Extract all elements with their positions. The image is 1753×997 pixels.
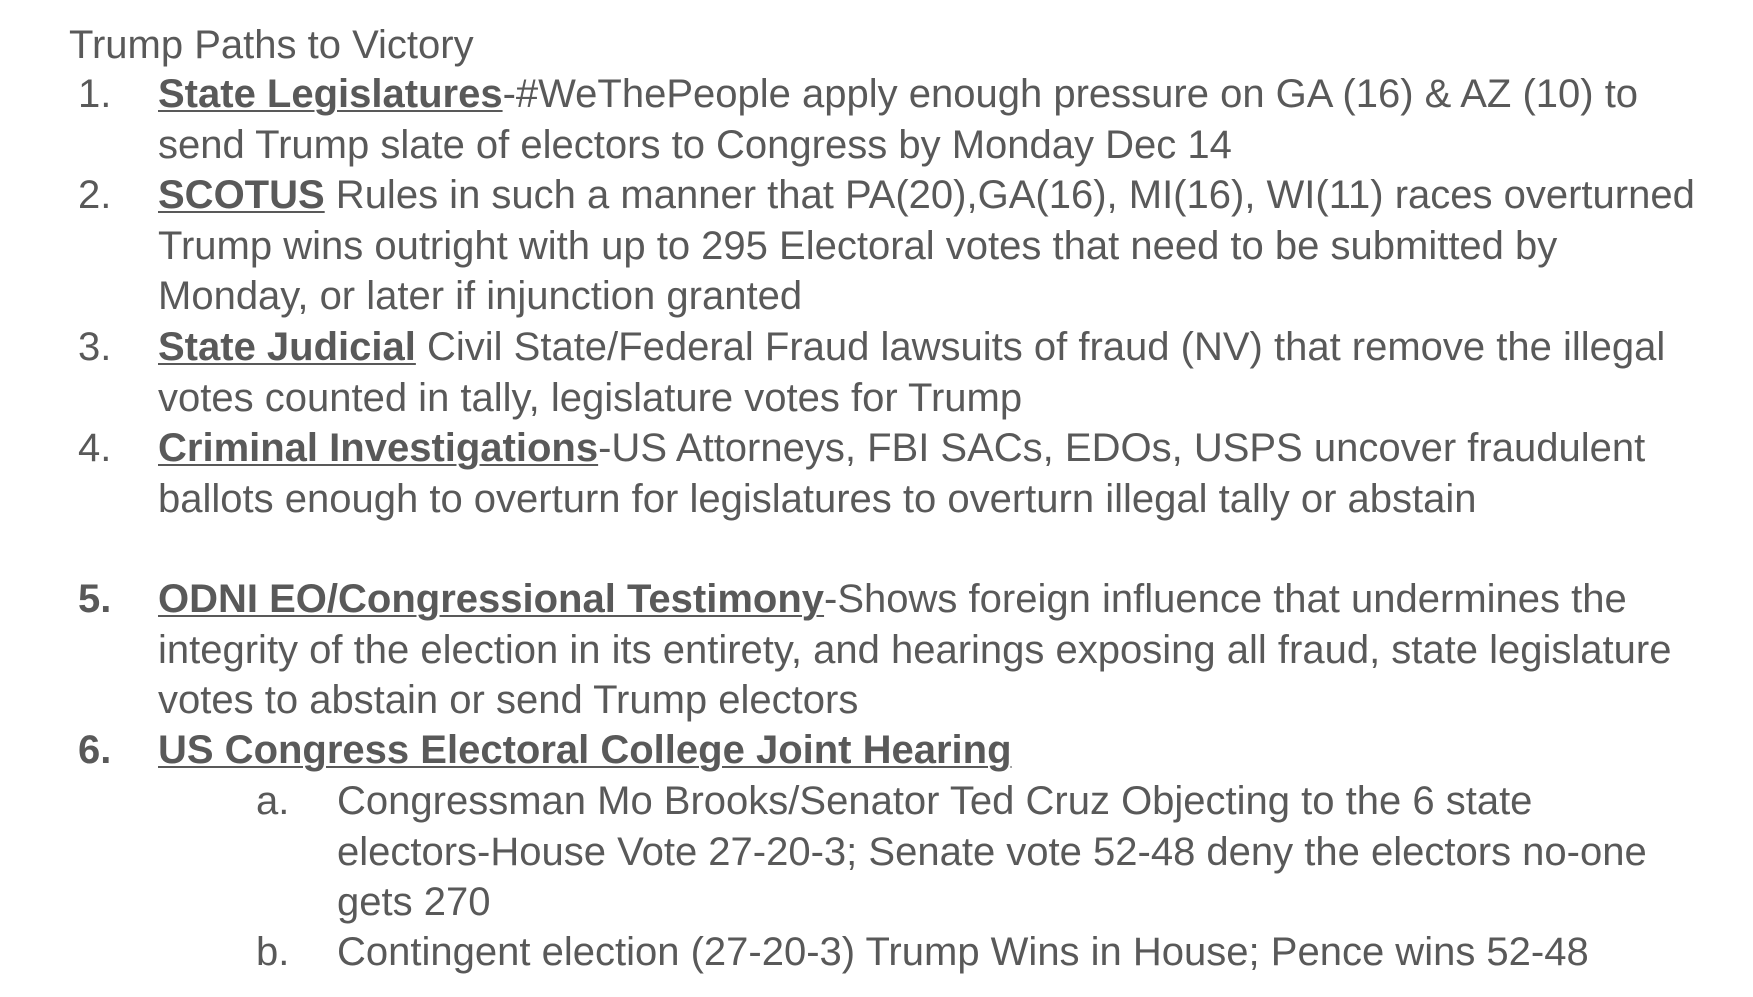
list-item-text xyxy=(158,725,1718,776)
slide-title: Trump Paths to Victory xyxy=(69,23,474,67)
item-body: Rules in such a manner that PA(20),GA(16), MI(16), WI(11) races overturned Trump wins outright with up to 295 Electoral votes that need to be submitted by Monday, or later if injunction granted xyxy=(158,173,1695,318)
sub-list-letter: b. xyxy=(256,930,290,974)
list-number: 4. xyxy=(78,426,112,470)
list-number: 2. xyxy=(78,173,112,217)
sub-list-item-text: Congressman Mo Brooks/Senator Ted Cruz Objecting to the 6 state electors-House Vote 27-20-3; Senate vote 52-48 deny the electors no-one gets 270 xyxy=(337,779,1647,924)
list-item-text xyxy=(158,69,1718,170)
list-number: 3. xyxy=(78,325,112,369)
item-body: -Shows foreign influence that undermines the integrity of the election in its entirety, and hearings exposing all fraud, state legislature votes to abstain or send Trump electors xyxy=(158,577,1672,722)
item-heading: Criminal Investigations xyxy=(158,426,599,470)
list-item-text xyxy=(158,423,1718,524)
item-body: -US Attorneys, FBI SACs, EDOs, USPS uncover fraudulent ballots enough to overturn for legislatures to overturn illegal tally or abstain xyxy=(158,426,1646,521)
item-body: -#WeThePeople apply enough pressure on GA (16) & AZ (10) to send Trump slate of electors to Congress by Monday Dec 14 xyxy=(158,72,1639,167)
item-heading: US Congress Electoral College Joint Hearing xyxy=(158,728,1012,772)
item-heading: State Judicial xyxy=(158,325,416,369)
list-item-text xyxy=(158,574,1718,726)
item-heading: State Legislatures xyxy=(158,72,503,116)
list-number: 1. xyxy=(78,72,112,116)
sub-list-item-text: Contingent election (27-20-3) Trump Wins in House; Pence wins 52-48 xyxy=(337,930,1589,974)
list-item-text xyxy=(158,170,1718,322)
item-heading: SCOTUS xyxy=(158,173,325,217)
item-body: Civil State/Federal Fraud lawsuits of fraud (NV) that remove the illegal votes counted in tally, legislature votes for Trump xyxy=(158,325,1666,420)
sub-list-letter: a. xyxy=(256,779,290,823)
list-item-text xyxy=(158,322,1718,423)
list-number: 6. xyxy=(78,728,112,772)
item-heading: ODNI EO/Congressional Testimony xyxy=(158,577,825,621)
list-number: 5. xyxy=(78,577,112,621)
